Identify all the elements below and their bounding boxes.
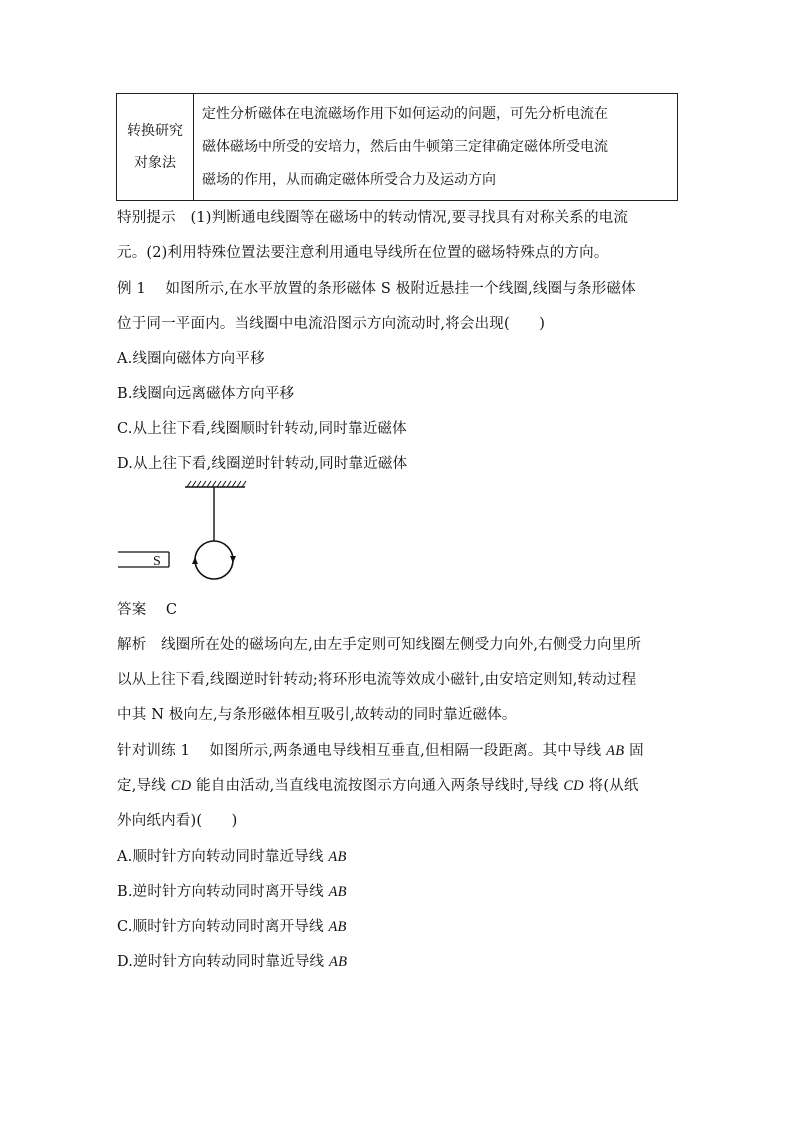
current-arrow-left xyxy=(192,557,198,564)
training1-stem-line1 xyxy=(117,739,644,760)
training1-option-a xyxy=(117,845,347,866)
magnet-s-pole-label: S xyxy=(153,554,161,569)
example1-stem-line2: 位于同一平面内。当线圈中电流沿图示方向流动时,将会出现( ) xyxy=(117,316,546,332)
wire-cd-label: CD xyxy=(563,778,584,794)
magnet-coil-figure xyxy=(115,480,275,585)
example1-option-b: B.线圈向远离磁体方向平移 xyxy=(117,386,295,402)
method-desc-line: 定性分析磁体在电流磁场作用下如何运动的问题，可先分析电流在 xyxy=(202,105,608,122)
training1-stem-text: 固 xyxy=(624,743,644,759)
special-tip-line1: 特别提示 (1)判断通电线圈等在磁场中的转动情况,要寻找具有对称关系的电流 xyxy=(117,210,629,226)
method-description-cell xyxy=(194,94,678,201)
method-label-line1: 转换研究 xyxy=(127,123,183,139)
wire-ab-label: AB xyxy=(328,884,347,900)
option-text: A.顺时针方向转动同时靠近导线 xyxy=(117,849,329,865)
training1-stem-text: 定,导线 xyxy=(117,778,171,794)
method-table xyxy=(116,93,678,201)
training1-option-d xyxy=(117,950,347,971)
training1-stem-line3: 外向纸内看)( ) xyxy=(117,813,238,829)
example1-option-d: D.从上往下看,线圈逆时针转动,同时靠近磁体 xyxy=(117,456,408,472)
analysis-line1: 解析 线圈所在处的磁场向左,由左手定则可知线圈左侧受力向外,右侧受力向里所 xyxy=(117,637,642,653)
current-coil xyxy=(195,541,233,579)
wire-ab-label: AB xyxy=(328,919,347,935)
training1-stem-text: 将(从纸 xyxy=(583,778,639,794)
answer-line: 答案 C xyxy=(117,602,178,618)
example1-option-c: C.从上往下看,线圈顺时针转动,同时靠近磁体 xyxy=(117,421,407,437)
option-text: B.逆时针方向转动同时离开导线 xyxy=(117,884,329,900)
method-label-cell xyxy=(117,94,194,201)
option-text: D.逆时针方向转动同时靠近导线 xyxy=(117,954,330,970)
analysis-line3: 中其 N 极向左,与条形磁体相互吸引,故转动的同时靠近磁体。 xyxy=(117,707,517,723)
option-text: C.顺时针方向转动同时离开导线 xyxy=(117,919,329,935)
training1-stem-line2 xyxy=(117,774,639,795)
example1-stem-line1: 例 1 如图所示,在水平放置的条形磁体 S 极附近悬挂一个线圈,线圈与条形磁体 xyxy=(117,281,636,297)
special-tip-line2: 元。(2)利用特殊位置法要注意利用通电导线所在位置的磁场特殊点的方向。 xyxy=(117,245,609,261)
wire-ab-label: AB xyxy=(329,954,348,970)
training1-option-c xyxy=(117,915,347,936)
method-label-line2: 对象法 xyxy=(134,155,176,171)
training1-stem-text: 能自由活动,当直线电流按图示方向通入两条导线时,导线 xyxy=(191,778,564,794)
analysis-line2: 以从上往下看,线圈逆时针转动;将环形电流等效成小磁针,由安培定则知,转动过程 xyxy=(117,672,637,688)
wire-cd-label: CD xyxy=(170,778,192,794)
ceiling-support xyxy=(185,481,246,487)
method-desc-line: 磁场的作用，从而确定磁体所受合力及运动方向 xyxy=(202,171,496,188)
current-arrow-right xyxy=(230,556,236,563)
training1-stem-text: 针对训练 1 如图所示,两条通电导线相互垂直,但相隔一段距离。其中导线 xyxy=(117,743,607,759)
wire-ab-label: AB xyxy=(328,849,347,865)
wire-ab-label: AB xyxy=(606,743,625,759)
example1-option-a: A.线圈向磁体方向平移 xyxy=(117,351,265,367)
bar-magnet xyxy=(118,552,169,569)
training1-option-b xyxy=(117,880,347,901)
method-desc-line: 磁体磁场中所受的安培力，然后由牛顿第三定律确定磁体所受电流 xyxy=(202,138,608,155)
